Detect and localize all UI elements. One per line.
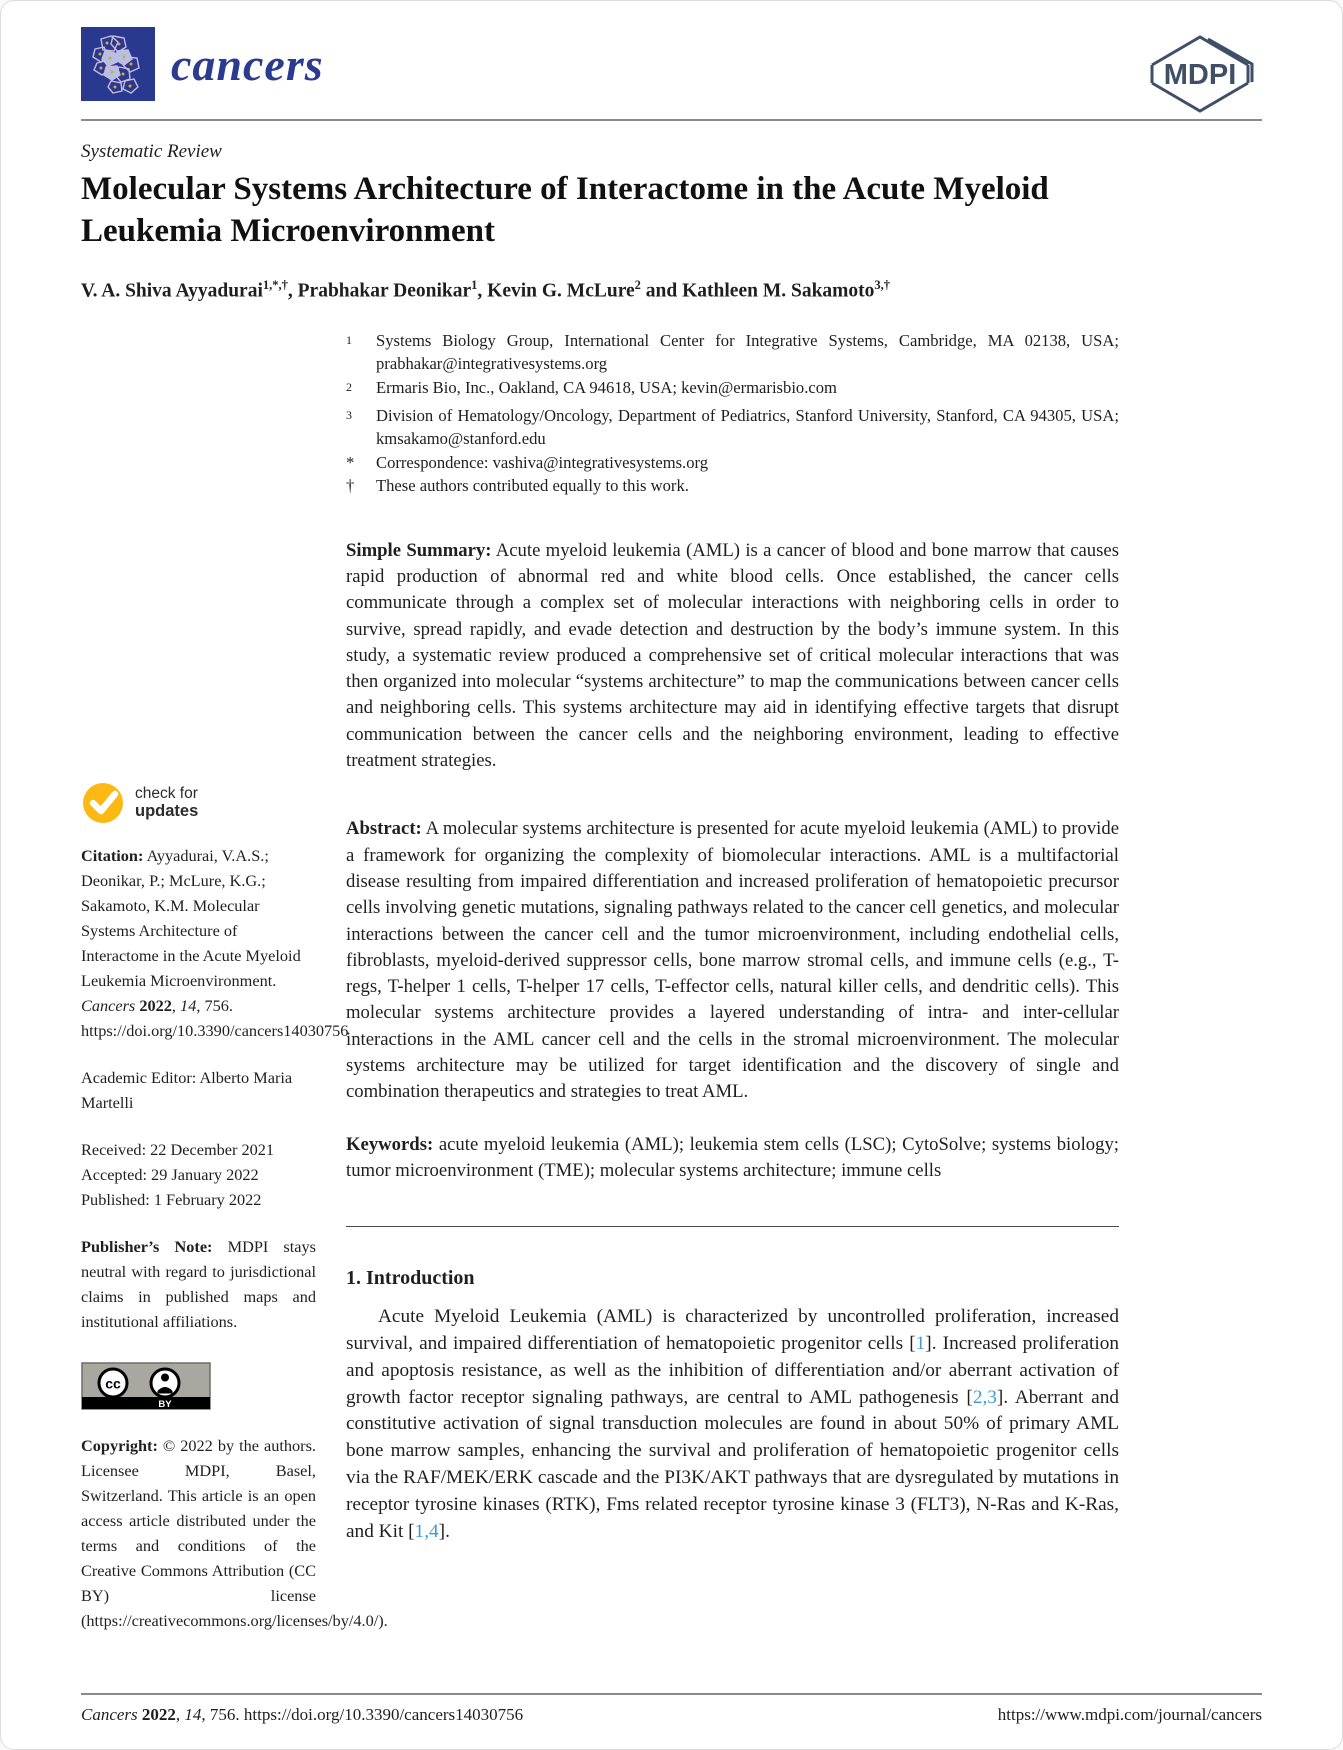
published-date: Published: 1 February 2022 (81, 1189, 262, 1209)
citation-block: Citation: Ayyadurai, V.A.S.; Deonikar, P.; McLure, K.G.; Sakamoto, K.M. Molecular Systems Architecture of Interactome in the Acute Myeloid Leukemia Microenvironment. Cancers 2022, 14, 756. https://doi.org/10.3390/cancers14030756 (81, 845, 349, 1040)
keywords-label: Keywords: (346, 1133, 434, 1155)
copyright-block: Copyright: © 2022 by the authors. Licensee MDPI, Basel, Switzerland. This article is an open access article distributed under the terms and conditions of the Creative Commons Attribution (CC BY) license (https://creativecommons.org/licenses/by/4.0/). (81, 1435, 388, 1630)
crossmark-icon (81, 781, 125, 825)
citation-link[interactable]: 2,3 (972, 1386, 997, 1408)
author-name: Kathleen M. Sakamoto (682, 280, 875, 302)
citation-label: Citation: (81, 845, 144, 865)
author-sup: 1,*,† (262, 278, 288, 293)
cancers-logo-icon (81, 27, 155, 101)
page-header (81, 27, 1262, 119)
check-for-updates-label: check for updates (135, 785, 199, 821)
author-name: Prabhakar Deonikar (297, 280, 472, 302)
section-divider (346, 1226, 1119, 1227)
keywords: Keywords: acute myeloid leukemia (AML); leukemia stem cells (LSC); CytoSolve; systems biology; tumor microenvironment (TME); molecular systems architecture; immune cells (346, 1133, 1119, 1181)
simple-summary: Simple Summary: Acute myeloid leukemia (AML) is a cancer of blood and bone marrow that causes rapid production of abnormal red and white blood cells. Once established, the cancer cells communicate through a complex set of molecular interactions with neighboring cells in order to survive, spread rapidly, and evade detection and destruction by the body’s immune system. In this study, a systematic review produced a comprehensive set of critical molecular interactions that was then organized into molecular “systems architecture” to map the communications between cancer cells and neighboring cells. This systems architecture may aid in identifying effective targets that disrupt communication between the cancer cells and the neighboring environment, leading to effective treatment strategies. (346, 539, 1119, 772)
footer (81, 1693, 1262, 1725)
introduction-paragraph: Acute Myeloid Leukemia (AML) is characterized by uncontrolled proliferation, increased survival, and impaired differentiation of hematopoietic progenitor cells [1]. Increased proliferation and apoptosis resistance, as well as the inhibition of differentiation and/or aberrant activation of growth factor receptor signaling pathways, are central to AML pathogenesis [2,3]. Aberrant and constitutive activation of signal transduction molecules are found in about 50% of primary AML bone marrow samples, enhancing the survival and proliferation of hematopoietic progenitor cells via the RAF/MEK/ERK cascade and the PI3K/AKT pathways that are dysregulated by mutations in receptor tyrosine kinases (RTK), Fms related receptor tyrosine kinase 3 (FLT3), N-Ras and K-Ras, and Kit [1,4]. (346, 1306, 1120, 1542)
publishers-note: Publisher’s Note: MDPI stays neutral with regard to jurisdictional claims in published maps and institutional affiliations. (81, 1236, 316, 1331)
main-column (346, 329, 1119, 1633)
academic-editor: Academic Editor: Alberto Maria Martelli (81, 1067, 293, 1112)
received-date: Received: 22 December 2021 (81, 1139, 275, 1159)
author-sup: 1 (471, 278, 478, 293)
author-name: V. A. Shiva Ayyadurai (81, 280, 263, 302)
author-sup: 2 (634, 278, 641, 293)
citation-link[interactable]: 1,4 (414, 1520, 439, 1542)
correspondence-item: * Correspondence: vashiva@integrativesystems.org (346, 452, 709, 472)
authors-line: V. A. Shiva Ayyadurai$^{1,*,\dagger}$, Prabhakar Deonikar$^1$, Kevin G. McLure$^2$ and Kathleen M. Sakamoto$^{3,\dagger}$ (81, 278, 891, 302)
svg-text:cc: cc (105, 1375, 121, 1392)
footer-divider (81, 1693, 1262, 1695)
affiliation-item: $^3$ Division of Hematology/Oncology, Department of Pediatrics, Stanford University, Stanford, CA 94305, USA; kmsakamo@stanford.edu (346, 405, 1119, 449)
abstract-label: Abstract: (346, 818, 422, 840)
footer-journal-url[interactable]: https://www.mdpi.com/journal/cancers (997, 1705, 1262, 1724)
header-divider (81, 119, 1262, 121)
simple-summary-label: Simple Summary: (346, 539, 492, 561)
author-name: Kevin G. McLure (487, 280, 635, 302)
citation-journal: Cancers (81, 995, 136, 1015)
dates-block (81, 1137, 316, 1212)
mdpi-logo[interactable] (1138, 31, 1262, 122)
journal-logo[interactable] (81, 27, 324, 101)
content-columns (81, 329, 1262, 1633)
affiliation-item: $^1$ Systems Biology Group, International Center for Integrative Systems, Cambridge, MA 02138, USA; prabhakar@integrativesystems.org (346, 330, 1119, 374)
accepted-date: Accepted: 29 January 2022 (81, 1164, 259, 1184)
introduction-heading: 1. Introduction (346, 1267, 475, 1290)
check-for-updates-badge[interactable] (81, 781, 316, 825)
affiliation-item: $^2$ Ermaris Bio, Inc., Oakland, CA 94618, USA; kevin@ermarisbio.com (346, 377, 837, 397)
citation-link[interactable]: 1 (915, 1333, 926, 1355)
abstract: Abstract: A molecular systems architecture is presented for acute myeloid leukemia (AML) to provide a framework for organizing the complexity of biomolecular interactions. AML is a multifactorial disease resulting from impaired differentiation and increased proliferation of hematopoietic precursor cells involving genetic mutations, signaling pathways related to the cancer cell genetics, and molecular interactions between the cancer cell and the tumor microenvironment, including endothelial cells, fibroblasts, myeloid-derived suppressor cells, bone marrow stromal cells, and immune cells (e.g., T-regs, T-helper 1 cells, T-helper 17 cells, T-effector cells, natural killer cells, and dendritic cells). This molecular systems architecture provides a layered understanding of intra- and inter-cellular interactions in the AML cancer cell and the cells in the stromal microenvironment. The molecular systems architecture may be utilized for target identification and the discovery of single and combination therapeutics and strategies to treat AML. (346, 818, 1119, 1103)
citation-doi[interactable]: , 756. https://doi.org/10.3390/cancers14030756 (81, 995, 349, 1040)
journal-name: cancers (171, 38, 324, 90)
equal-contribution-item: † These authors contributed equally to this work. (346, 476, 689, 496)
author-sup: 3,† (874, 278, 891, 293)
footer-doi[interactable]: , 756. https://doi.org/10.3390/cancers14030756 (201, 1705, 524, 1724)
affiliations (346, 329, 1119, 498)
cc-by-badge[interactable] (81, 1362, 316, 1417)
by-label: BY (158, 1398, 172, 1410)
footer-citation: Cancers 2022, 14, 756. https://doi.org/10.3390/cancers14030756 (81, 1705, 524, 1724)
page-title: Molecular Systems Architecture of Interactome in the Acute Myeloid Leukemia Microenvironment (81, 171, 1049, 249)
mdpi-wordmark: MDPI (1163, 59, 1237, 91)
article-type: Systematic Review (81, 141, 222, 162)
